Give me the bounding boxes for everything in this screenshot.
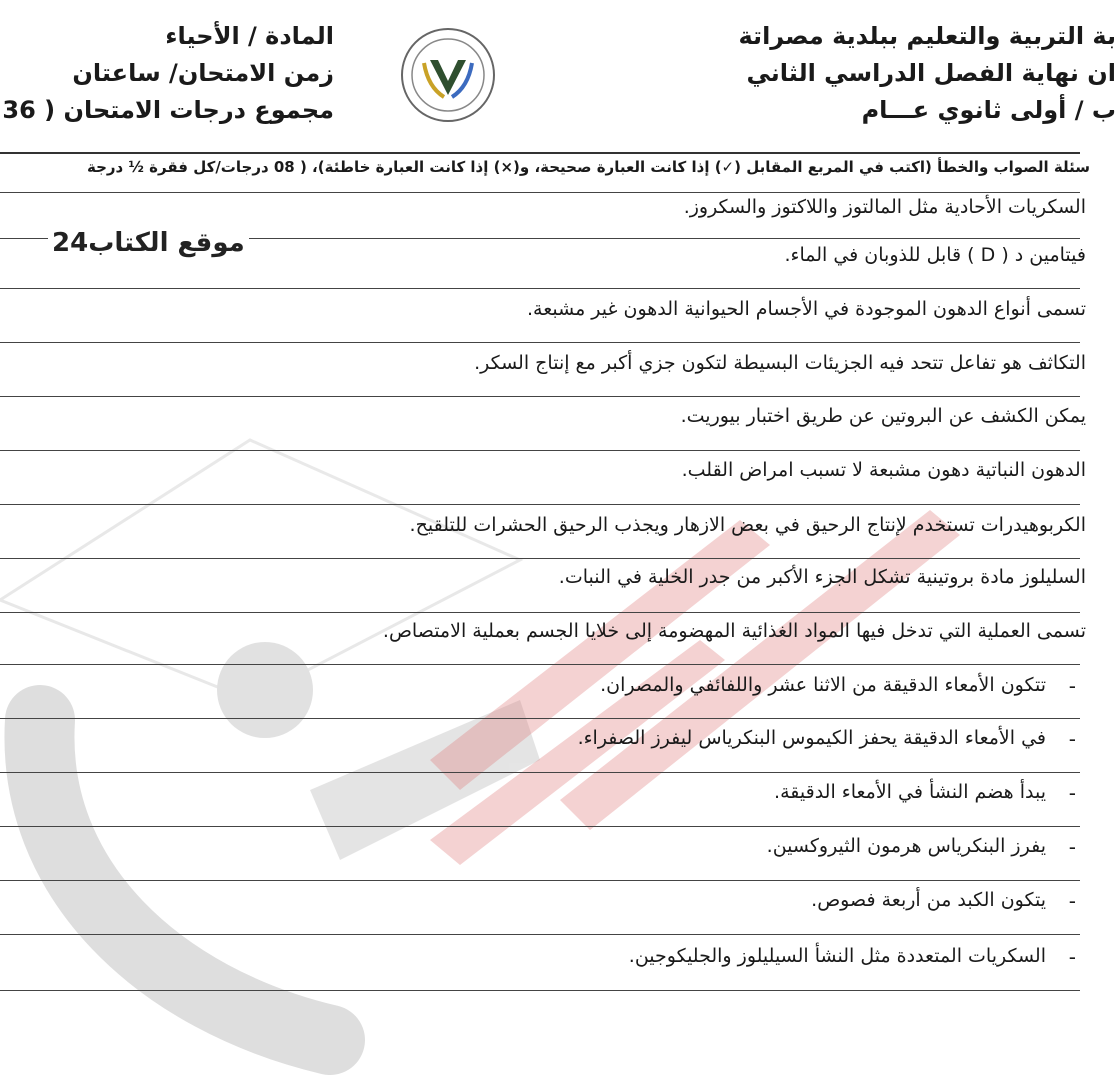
bullet-marker: - xyxy=(1068,945,1076,969)
row-line xyxy=(0,450,1080,451)
exam-time-line: زمن الامتحان/ ساعتان xyxy=(72,59,334,87)
instructions: سئلة الصواب والخطأ (اكتب في المربع المقابل (✓) إذا كانت العبارة صحيحة، و(×) إذا كانت العبارة خاطئة)، ( 08 درجات/كل فقرة ½ درجة xyxy=(86,158,1090,176)
exam-title-line: ان نهاية الفصل الدراسي الثاني xyxy=(746,59,1116,87)
bullet-marker: - xyxy=(1068,781,1076,805)
row-line xyxy=(0,288,1080,289)
header-divider xyxy=(0,152,1080,154)
ministry-logo xyxy=(398,25,498,125)
question-text: فيتامين د ( D ) قابل للذوبان في الماء. xyxy=(784,244,1086,266)
school-header xyxy=(696,18,1116,129)
row-line xyxy=(0,192,1080,193)
subject-line: المادة / الأحياء xyxy=(165,22,334,50)
question-text: يتكون الكبد من أربعة فصوص. xyxy=(811,889,1046,911)
question-text: في الأمعاء الدقيقة يحفز الكيموس البنكرياس ليفرز الصفراء. xyxy=(577,727,1046,749)
question-text: السكريات المتعددة مثل النشأ السيليلوز والجليكوجين. xyxy=(628,945,1046,967)
row-line xyxy=(0,504,1080,505)
question-text: تسمى أنواع الدهون الموجودة في الأجسام الحيوانية الدهون غير مشبعة. xyxy=(527,298,1086,320)
question-text: التكاثف هو تفاعل تتحد فيه الجزيئات البسيطة لتكون جزي أكبر مع إنتاج السكر. xyxy=(474,352,1086,374)
row-line xyxy=(0,990,1080,991)
bullet-marker: - xyxy=(1068,889,1076,913)
row-line xyxy=(0,826,1080,827)
grade-line: ب / أولى ثانوي عـــام xyxy=(861,96,1116,124)
row-line xyxy=(0,772,1080,773)
question-text: السليلوز مادة بروتينية تشكل الجزء الأكبر من جدر الخلية في النبات. xyxy=(558,566,1086,588)
exam-info xyxy=(0,18,334,129)
question-text: يبدأ هضم النشأ في الأمعاء الدقيقة. xyxy=(774,781,1046,803)
row-line xyxy=(0,880,1080,881)
question-text: الكربوهيدرات تستخدم لإنتاج الرحيق في بعض الازهار ويجذب الرحيق الحشرات للتلقيح. xyxy=(409,514,1086,536)
row-line xyxy=(0,558,1080,559)
row-line xyxy=(0,342,1080,343)
question-text: يمكن الكشف عن البروتين عن طريق اختبار بيوريت. xyxy=(680,405,1086,427)
question-text: تتكون الأمعاء الدقيقة من الاثنا عشر واللفائفي والمصران. xyxy=(600,674,1046,696)
row-line xyxy=(0,934,1080,935)
question-text: الدهون النباتية دهون مشبعة لا تسبب امراض القلب. xyxy=(681,459,1086,481)
ministry-line: بة التربية والتعليم ببلدية مصراتة xyxy=(738,22,1116,50)
row-line xyxy=(0,718,1080,719)
question-text: تسمى العملية التي تدخل فيها المواد الغذائية المهضومة إلى خلايا الجسم بعملية الامتصاص. xyxy=(382,620,1086,642)
total-marks-line: مجموع درجات الامتحان ( 36 xyxy=(2,96,334,124)
row-line xyxy=(0,612,1080,613)
bullet-marker: - xyxy=(1068,835,1076,859)
site-label: موقع الكتاب24 xyxy=(48,228,249,258)
question-text: السكريات الأحادية مثل المالتوز واللاكتوز والسكروز. xyxy=(683,196,1086,218)
question-text: يفرز البنكرياس هرمون الثيروكسين. xyxy=(766,835,1046,857)
row-line xyxy=(0,664,1080,665)
bullet-marker: - xyxy=(1068,727,1076,751)
row-line xyxy=(0,396,1080,397)
bullet-marker: - xyxy=(1068,674,1076,698)
